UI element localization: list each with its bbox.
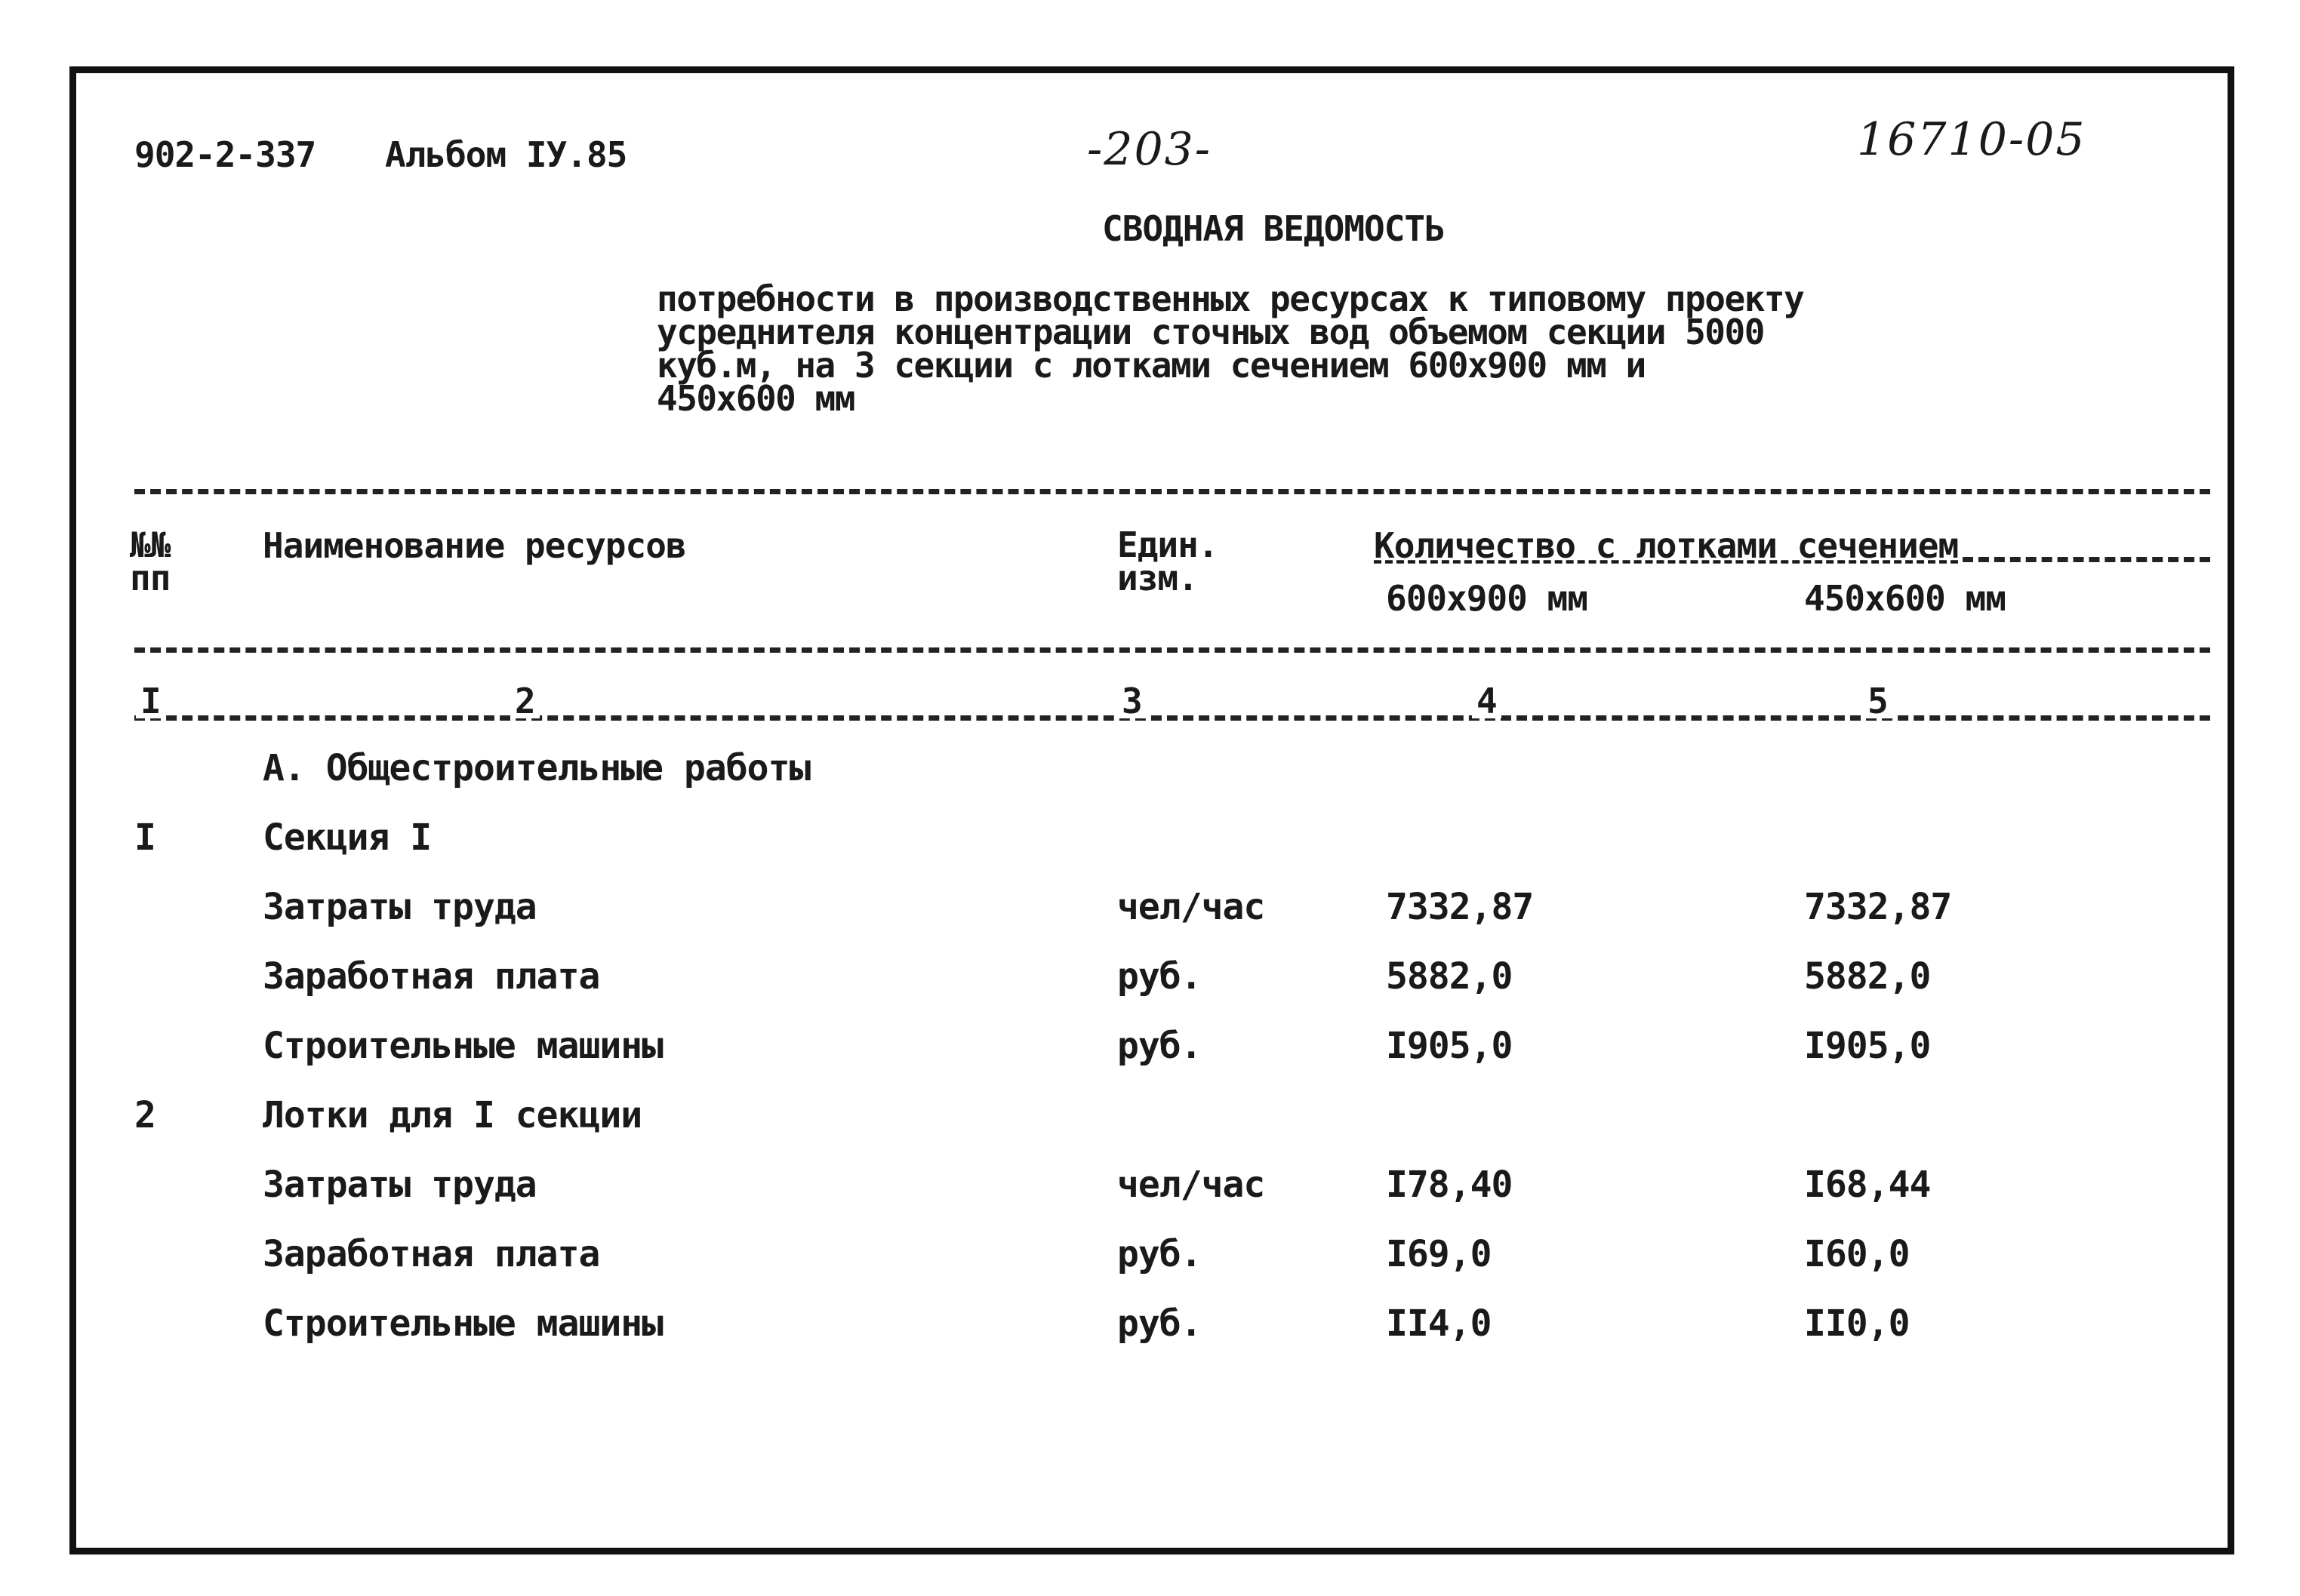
row-unit: руб. bbox=[1117, 955, 1202, 998]
row-unit: чел/час bbox=[1117, 886, 1265, 928]
table-row-section-1 bbox=[0, 816, 2300, 865]
row-unit: руб. bbox=[1117, 1025, 1202, 1067]
column-number-2: 2 bbox=[510, 684, 540, 718]
row-name: Заработная плата bbox=[263, 955, 600, 998]
column-numbers-rule bbox=[134, 715, 2210, 721]
quantity-header-rule bbox=[1963, 557, 2210, 562]
row-q2: I905,0 bbox=[1804, 1025, 1931, 1067]
column-number-4: 4 bbox=[1472, 684, 1501, 718]
table-row bbox=[0, 1164, 2300, 1212]
row-name: Затраты труда bbox=[263, 1164, 537, 1206]
row-unit: чел/час bbox=[1117, 1164, 1265, 1206]
table-row bbox=[0, 886, 2300, 934]
project-code: 902-2-337 bbox=[134, 134, 316, 175]
col-num-header: №№ пп bbox=[130, 524, 171, 598]
album-label: Альбом IУ.85 bbox=[385, 134, 627, 175]
document-title: СВОДНАЯ ВЕДОМОСТЬ bbox=[1102, 208, 1445, 249]
row-q2: I68,44 bbox=[1804, 1164, 1931, 1206]
table-row bbox=[0, 955, 2300, 1004]
row-name: Секция I bbox=[263, 816, 432, 859]
table-row-section-2 bbox=[0, 1094, 2300, 1142]
row-unit: руб. bbox=[1117, 1302, 1202, 1345]
column-number-5: 5 bbox=[1863, 684, 1892, 718]
row-q1: I905,0 bbox=[1386, 1025, 1513, 1067]
document-description: потребности в производственных ресурсах к типовому проекту усреднителя концентрации сточных вод объемом секции 5000 куб.м, на 3 секции с лотками сечением 600x900 мм и 450x600 мм bbox=[657, 278, 1804, 419]
row-unit: руб. bbox=[1117, 1233, 1202, 1275]
row-q1: I69,0 bbox=[1386, 1233, 1492, 1275]
row-q1: I78,40 bbox=[1386, 1164, 1513, 1206]
row-name: Строительные машины bbox=[263, 1302, 664, 1345]
table-header-rule bbox=[134, 647, 2210, 653]
col-name-header: Наименование ресурсов bbox=[263, 525, 686, 566]
col-q1-header: 600x900 мм bbox=[1386, 578, 1587, 619]
row-q2: I60,0 bbox=[1804, 1233, 1910, 1275]
column-number-1: I bbox=[136, 684, 165, 718]
row-q1: 5882,0 bbox=[1386, 955, 1513, 998]
row-q2: 7332,87 bbox=[1804, 886, 1952, 928]
col-q2-header: 450x600 мм bbox=[1804, 578, 2006, 619]
row-q2: 5882,0 bbox=[1804, 955, 1931, 998]
document-number: 16710-05 bbox=[1857, 113, 2086, 166]
row-name: Заработная плата bbox=[263, 1233, 600, 1275]
row-num: I bbox=[134, 816, 155, 859]
table-row-section-a bbox=[0, 747, 2300, 795]
row-q1: II4,0 bbox=[1386, 1302, 1492, 1345]
row-name: Строительные машины bbox=[263, 1025, 664, 1067]
column-number-3: 3 bbox=[1117, 684, 1147, 718]
row-name: Затраты труда bbox=[263, 886, 537, 928]
row-q1: 7332,87 bbox=[1386, 886, 1534, 928]
col-unit-header: Един. изм. bbox=[1117, 524, 1218, 598]
table-row bbox=[0, 1025, 2300, 1073]
row-num: 2 bbox=[134, 1094, 155, 1136]
table-top-rule bbox=[134, 489, 2210, 494]
row-name: Лотки для I секции bbox=[263, 1094, 642, 1136]
page-number: -203- bbox=[1087, 123, 1212, 176]
row-q2: II0,0 bbox=[1804, 1302, 1910, 1345]
row-name: А. Общестроительные работы bbox=[263, 747, 811, 789]
table-row bbox=[0, 1302, 2300, 1351]
table-row bbox=[0, 1233, 2300, 1281]
col-quantity-header: Количество с лотками сечением bbox=[1374, 525, 1959, 566]
